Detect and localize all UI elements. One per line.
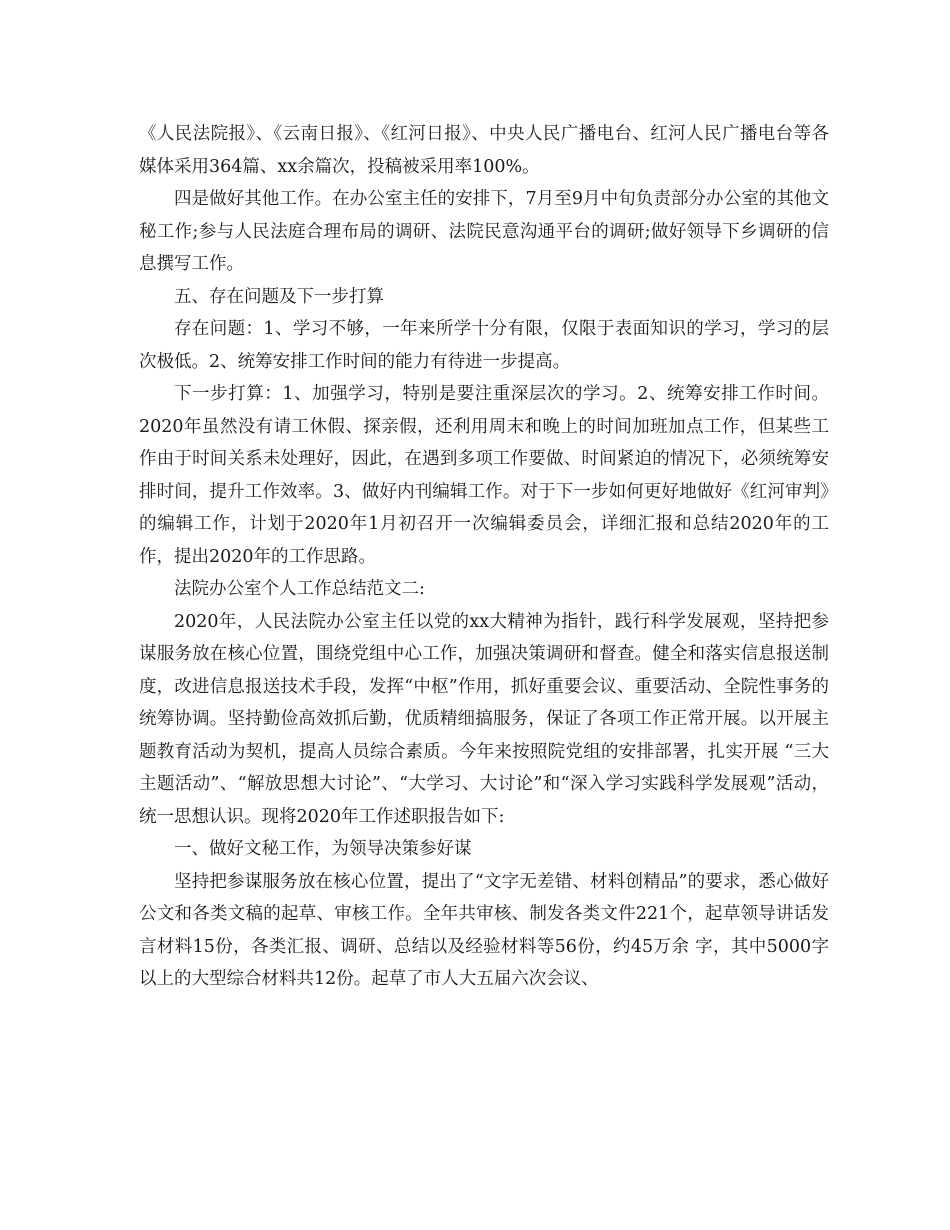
document-body — [139, 118, 829, 996]
paragraph-summary: 2020年，人民法院办公室主任以党的xx大精神为指针，践行科学发展观，坚持把参谋服务放在核心位置，围绕党组中心工作，加强决策调研和督查。健全和落实信息报送制度，改进信息报送技术手段，发挥“中枢”作用，抓好重要会议、重要活动、全院性事务的统筹协调。坚持勤俭高效抓后勤，优质精细搞服务，保证了各项工作正常开展。以开展主题教育活动为契机，提高人员综合素质。今年来按照院党组的安排部署，扎实开展 “三大主题活动”、“解放思想大讨论”、“大学习、大讨论”和“深入学习实践科学发展观”活动，统一思想认识。现将2020年工作述职报告如下: — [139, 611, 829, 827]
sample-heading-two: 法院办公室个人工作总结范文二: — [174, 579, 425, 599]
paragraph-2: 四是做好其他工作。在办公室主任的安排下，7月至9月中旬负责部分办公室的其他文秘工作;参与人民法庭合理布局的调研、法院民意沟通平台的调研;做好领导下乡调研的信息撰写工作。 — [139, 189, 829, 274]
section-heading-problems: 五、存在问题及下一步打算 — [174, 286, 384, 307]
section-heading-secretarial: 一、做好文秘工作，为领导决策参好谋 — [174, 839, 472, 859]
paragraph-1: 《人民法院报》、《云南日报》、《红河日报》、中央人民广播电台、红河人民广播电台等各媒体采用364篇、xx余篇次，投稿被采用率100%。 — [139, 124, 829, 177]
paragraph-next-steps: 下一步打算：1、加强学习，特别是要注重深层次的学习。2、统筹安排工作时间。2020年虽然没有请工休假、探亲假，还利用周末和晚上的时间加班加点工作，但某些工作由于时间关系未处理好，因此，在遇到多项工作要做、时间紧迫的情况下，必须统筹安排时间，提升工作效率。3、做好内刊编辑工作。对于下一步如何更好地做好《红河审判》的编辑工作，计划于2020年1月初召开一次编辑委员会，详细汇报和总结2020年的工作，提出2020年的工作思路。 — [139, 384, 829, 567]
paragraph-problems: 存在问题：1、学习不够，一年来所学十分有限，仅限于表面知识的学习，学习的层次极低。2、统筹安排工作时间的能力有待进一步提高。 — [139, 319, 829, 372]
paragraph-secretarial: 坚持把参谋服务放在核心位置，提出了“文字无差错、材料创精品”的要求，悉心做好公文和各类文稿的起草、审核工作。全年共审核、制发各类文件221个，起草领导讲话发言材料15份，各类汇报、调研、总结以及经验材料等56份，约45万余 字，其中5000字以上的大型综合材料共12份。起草了市人大五届六次会议、 — [139, 871, 829, 989]
